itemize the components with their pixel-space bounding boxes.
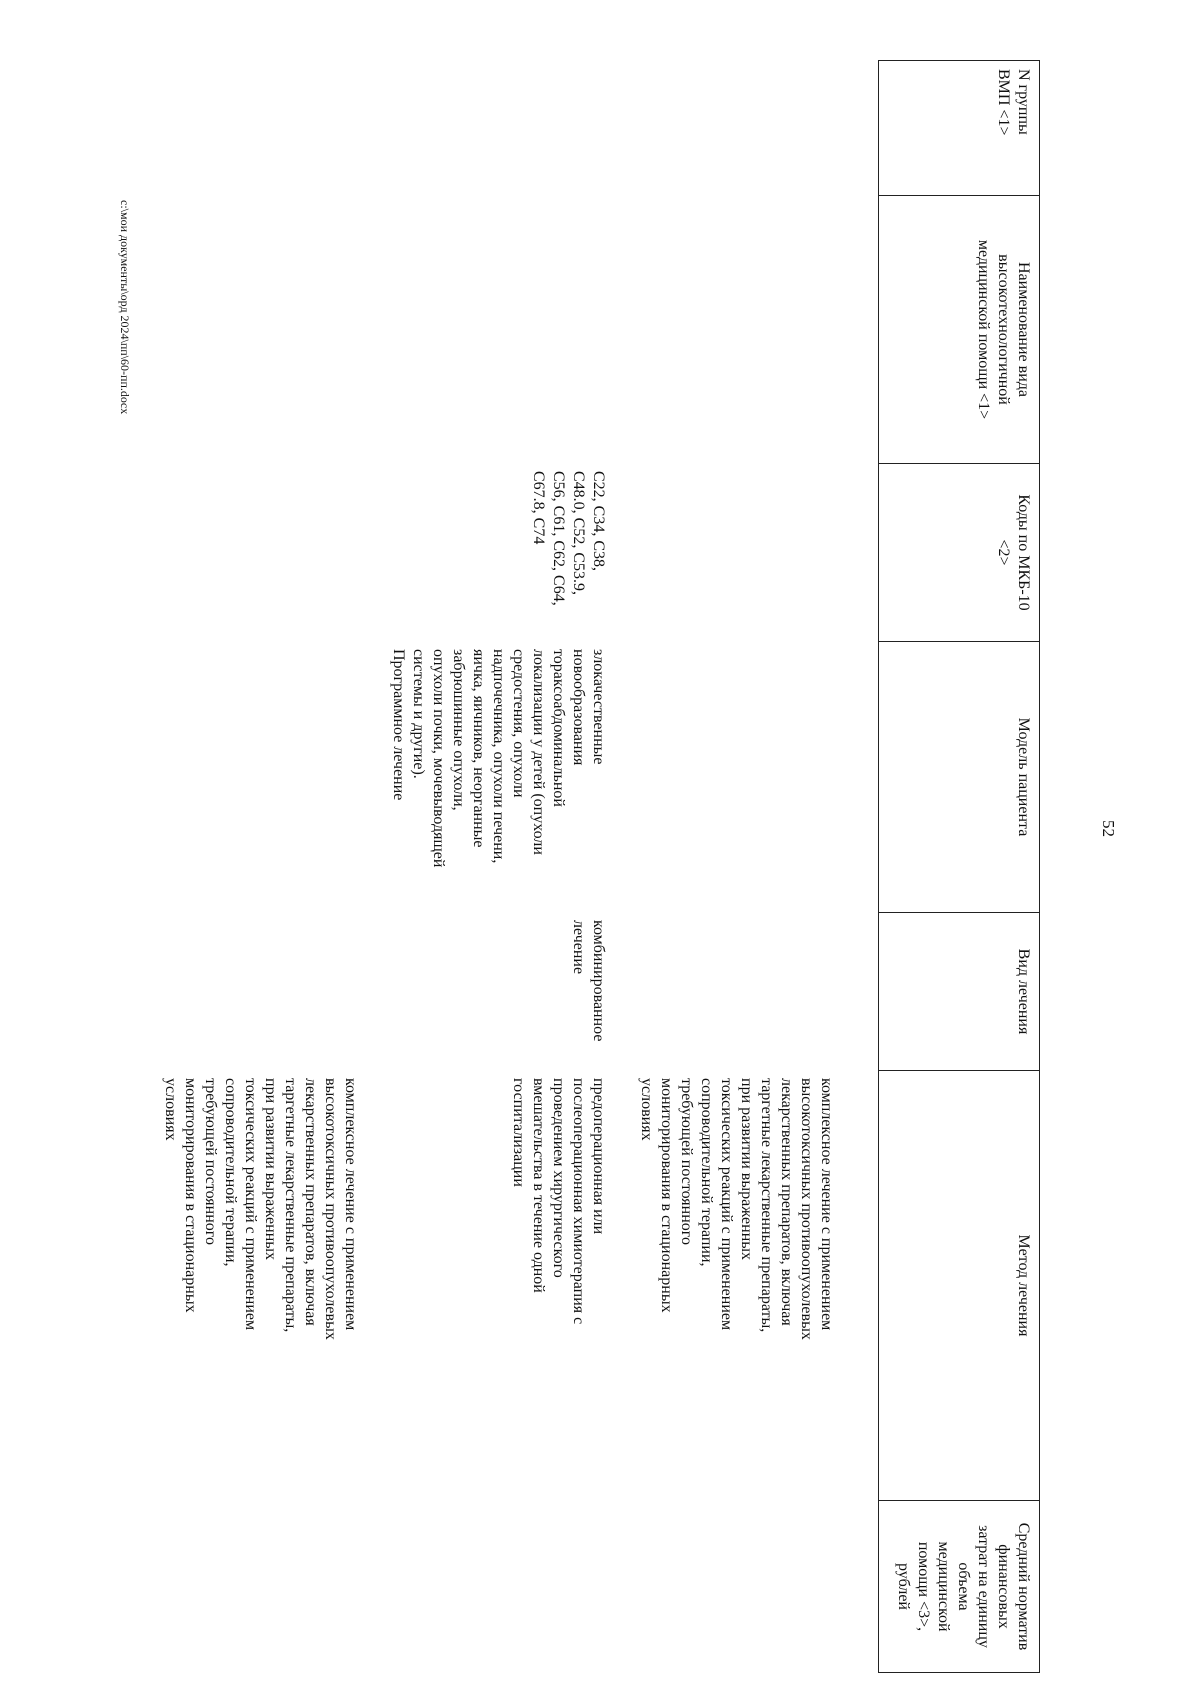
header-treatment-method: Метод лечения — [879, 1071, 1040, 1501]
header-group-number: N группы ВМП <1> — [879, 61, 1040, 196]
table-row — [634, 60, 838, 1672]
table-row — [386, 60, 610, 1672]
icd-codes-cell: C22, C34, C38, C48.0, C52, C53.9, C56, C61, C62, C64, C67.8, C74 — [530, 471, 607, 606]
header-patient-model: Модель пациента — [879, 642, 1040, 913]
header-row — [879, 61, 1040, 1673]
patient-model-cell: злокачественные новообразования тораксоабдоминальной локализации у детей (опухоли средостения, опухоли надпочечника, опухоли печени, яичка, яичников, неорганные забрюшинные опухоли, опухоли почки, мочевыводящей системы и другие). Программное лечение — [390, 649, 607, 868]
table-row — [158, 60, 362, 1672]
method-cell: комплексное лечение с применением высокотоксичных противоопухолевых лекарственных препаратов, включая таргетные лекарственные препараты, при развитии выраженных токсических реакций с применением сопроводительной терапии, требующей постоянного мониторирования в стационарных условиях — [638, 1078, 835, 1340]
method-cell: комплексное лечение с применением высокотоксичных противоопухолевых лекарственных препаратов, включая таргетные лекарственные препараты, при развитии выраженных токсических реакций с применением сопроводительной терапии, требующей постоянного мониторирования в стационарных условиях — [162, 1078, 359, 1340]
treatment-type-cell: комбинированное лечение — [570, 920, 607, 1042]
header-icd-codes: Коды по МКБ-10 <2> — [879, 464, 1040, 642]
header-vmp-name: Наименование вида высокотехнологичной медицинской помощи <1> — [879, 196, 1040, 464]
header-treatment-type: Вид лечения — [879, 913, 1040, 1071]
table-header — [878, 60, 1040, 1673]
footer-file-path: c:\мои документы\орд 2024\пп\60-пп.docx — [118, 200, 132, 415]
page-number: 52 — [1099, 820, 1118, 837]
header-cost-norm: Средний норматив финансовых затрат на единицу объема медицинской помощи <3>, рублей — [879, 1501, 1040, 1673]
method-cell: предоперационная или послеоперационная химиотерапия с проведением хирургического вмешательства в течение одной госпитализации — [510, 1078, 607, 1325]
table-body — [158, 60, 838, 1672]
